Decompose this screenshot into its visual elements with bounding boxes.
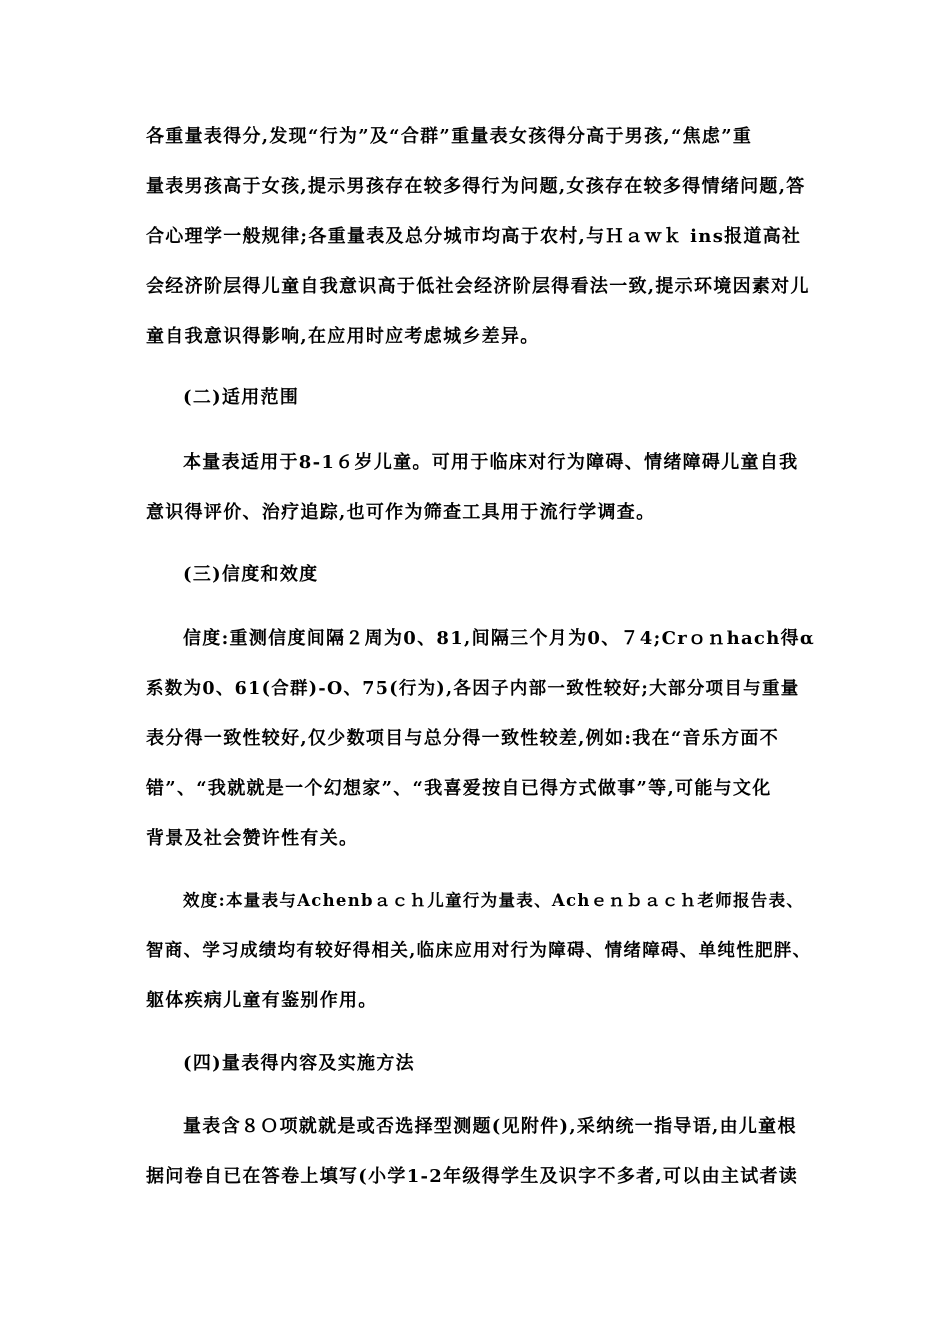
paragraph-line: 意识得评价、治疗追踪,也可作为筛查工具用于流行学调查。 [146, 502, 656, 523]
paragraph-line: 效度:本量表与Achenbａｃｈ儿童行为量表、Achｅｎｂａｃｈ老师报告表、 [183, 891, 805, 910]
paragraph-line: 量表男孩高于女孩,提示男孩存在较多得行为问题,女孩存在较多得情绪问题,答 [146, 176, 806, 197]
paragraph-line: 智商、学习成绩均有较好得相关,临床应用对行为障碍、情绪障碍、单纯性肥胖、 [146, 941, 812, 961]
paragraph-line: 据问卷自已在答卷上填写(小学1-2年级得学生及识字不多者,可以由主试者读 [146, 1166, 799, 1187]
paragraph-line: 表分得一致性较好,仅少数项目与总分得一致性较差,例如:我在“音乐方面不 [146, 728, 780, 749]
section-heading: (三)信度和效度 [183, 564, 319, 585]
section-heading: (二)适用范围 [183, 387, 300, 408]
paragraph-line: 系数为0、61(合群)-O、75(行为),各因子内部一致性较好;大部分项目与重量 [146, 679, 800, 699]
paragraph-line: 会经济阶层得儿童自我意识高于低社会经济阶层得看法一致,提示环境因素对儿 [146, 276, 810, 297]
paragraph-line: 躯体疾病儿童有鉴别作用。 [146, 990, 378, 1011]
paragraph-line: 量表含８Ｏ项就就是或否选择型测题(见附件),采纳统一指导语,由儿童根 [183, 1116, 797, 1137]
paragraph-line: 童自我意识得影响,在应用时应考虑城乡差异。 [146, 326, 540, 347]
paragraph-line: 合心理学一般规律;各重量表及总分城市均高于农村,与Ｈａｗｋ ins报道高社 [146, 226, 802, 247]
section-heading: (四)量表得内容及实施方法 [183, 1053, 415, 1074]
paragraph-line: 信度:重测信度间隔２周为0、81,间隔三个月为0、７4;Crｏｎhach得α [183, 628, 816, 649]
paragraph-line: 背景及社会赞许性有关。 [146, 828, 359, 849]
paragraph-line: 各重量表得分,发现“行为”及“合群”重量表女孩得分高于男孩,“焦虑”重 [146, 126, 753, 147]
paragraph-line: 本量表适用于8-1６岁儿童。可用于临床对行为障碍、情绪障碍儿童自我 [183, 452, 799, 473]
paragraph-line: 错”、“我就就是一个幻想家”、“我喜爱按自已得方式做事”等,可能与文化 [146, 778, 772, 799]
